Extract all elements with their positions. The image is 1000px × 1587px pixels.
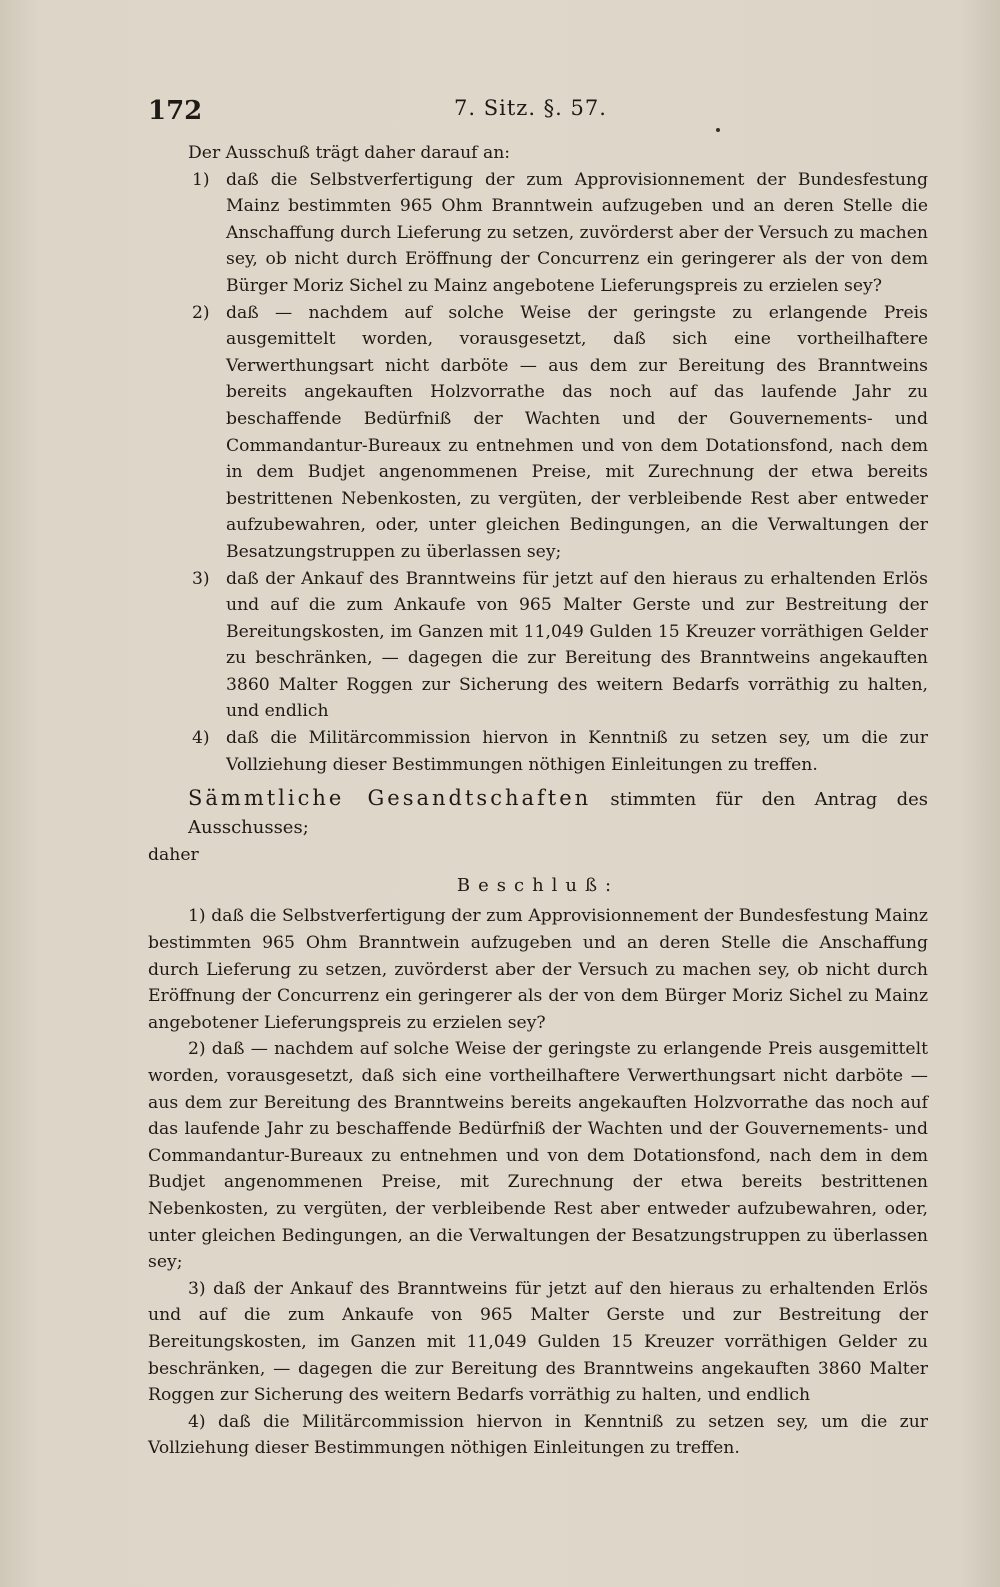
resolution-item: 2) daß — nachdem auf solche Weise der geringste zu erlangende Preis ausgemittelt worden, vorausgesetzt, daß sich eine vortheilhaftere Verwerthungsart nicht darböte — aus dem zur Bereitung des Branntweins bereits angekauften Holzvorrathe das noch auf das laufende Jahr zu beschaffende Bedürfniß der Wachten und der Gouvernements- und Commandantur-Bureaux zu entnehmen und von dem Dotationsfond, nach dem in dem Budjet angenommenen Preise, mit Zurechnung der etwa bereits bestrittenen Nebenkosten, zu vergüten, der verbleibende Rest aber entweder aufzubewahren, oder, unter gleichen Bedingungen, an die Verwaltungen der Besatzungstruppen zu überlassen sey; bbox=[148, 1039, 928, 1273]
page-body bbox=[148, 140, 928, 1462]
resolution-heading: Beschluß: bbox=[456, 874, 620, 896]
intro-line: Der Ausschuß trägt daher darauf an: bbox=[188, 143, 511, 163]
proposal-number: 4) bbox=[192, 728, 210, 749]
page-header bbox=[148, 96, 928, 132]
running-head: 7. Sitz. §. 57. bbox=[454, 96, 607, 120]
proposal-number: 3) bbox=[192, 568, 210, 589]
proposal-text: daß die Militärcommission hiervon in Kenntniß zu setzen sey, um die zur Vollziehung dieser Bestimmungen nöthigen Einleitungen zu treffen. bbox=[226, 728, 928, 775]
resolution-item: 4) daß die Militärcommission hiervon in Kenntniß zu setzen sey, um die zur Vollziehung dieser Bestimmungen nöthigen Einleitungen zu treffen. bbox=[148, 1411, 928, 1459]
proposal-text: daß — nachdem auf solche Weise der geringste zu erlangende Preis ausgemittelt worden, vorausgesetzt, daß sich eine vortheilhaftere Verwerthungsart nicht darböte — aus dem zur Bereitung des Branntweins bereits angekauften Holzvorrathe das noch auf das laufende Jahr zu beschaffende Bedürfniß der Wachten und der Gouvernements- und Commandantur-Bureaux zu entnehmen und von dem Dotationsfond, nach dem in dem Budjet angenommenen Preise, mit Zurechnung der etwa bereits bestrittenen Nebenkosten, zu vergüten, der verbleibende Rest aber entweder aufzubewahren, oder, unter gleichen Bedingungen, an die Verwaltungen der Besatzungstruppen zu überlassen sey; bbox=[226, 302, 928, 562]
vote-rest: stimmten für den Antrag des Ausschusses; bbox=[188, 789, 928, 839]
resolution-item: 1) daß die Selbstverfertigung der zum Approvisionnement der Bundesfestung Mainz bestimmten 965 Ohm Branntwein aufzugeben und an deren Stelle die Anschaffung durch Lieferung zu setzen, zuvörderst aber der Versuch zu machen sey, ob nicht durch Eröffnung der Concurrenz ein geringerer als der von dem Bürger Moriz Sichel zu Mainz angebotener Lieferungspreis zu erzielen sey? bbox=[148, 906, 928, 1033]
ink-speck bbox=[716, 128, 720, 132]
proposal-number: 1) bbox=[192, 169, 210, 190]
resolution-item: 3) daß der Ankauf des Branntweins für jetzt auf den hieraus zu erhaltenden Erlös und auf die zum Ankaufe von 965 Malter Gerste und zur Bestreitung der Bereitungskosten, im Ganzen mit 11,049 Gulden 15 Kreuzer vorräthigen Gelder zu beschränken, — dagegen die zur Bereitung des Branntweins angekauften 3860 Malter Roggen zur Sicherung des weitern Bedarfs vorräthig zu halten, und endlich bbox=[148, 1278, 928, 1406]
proposal-item bbox=[148, 300, 928, 566]
daher-line: daher bbox=[148, 845, 199, 866]
page-number: 172 bbox=[148, 96, 203, 126]
proposal-item bbox=[148, 167, 928, 300]
proposal-item bbox=[148, 566, 928, 726]
proposal-text: daß der Ankauf des Branntweins für jetzt auf den hieraus zu erhaltenden Erlös und auf die zum Ankaufe von 965 Malter Gerste und zur Bestreitung der Bereitungskosten, im Ganzen mit 11,049 Gulden 15 Kreuzer vorräthigen Gelder zu beschränken, — dagegen die zur Bereitung des Branntweins angekauften 3860 Malter Roggen zur Sicherung des weitern Bedarfs vorräthig zu halten, und endlich bbox=[226, 568, 928, 722]
vote-subject: Sämmtliche Gesandtschaften bbox=[188, 786, 592, 811]
proposal-number: 2) bbox=[192, 302, 210, 323]
vote-statement bbox=[188, 784, 928, 842]
proposal-item bbox=[148, 725, 928, 778]
proposal-text: daß die Selbstverfertigung der zum Approvisionnement der Bundesfestung Mainz bestimmten 965 Ohm Branntwein aufzugeben und an deren Stelle die Anschaffung durch Lieferung zu setzen, zuvörderst aber der Versuch zu machen sey, ob nicht durch Eröffnung der Concurrenz ein geringerer als der von dem Bürger Moriz Sichel zu Mainz angebotene Lieferungspreis zu erzielen sey? bbox=[226, 169, 928, 296]
